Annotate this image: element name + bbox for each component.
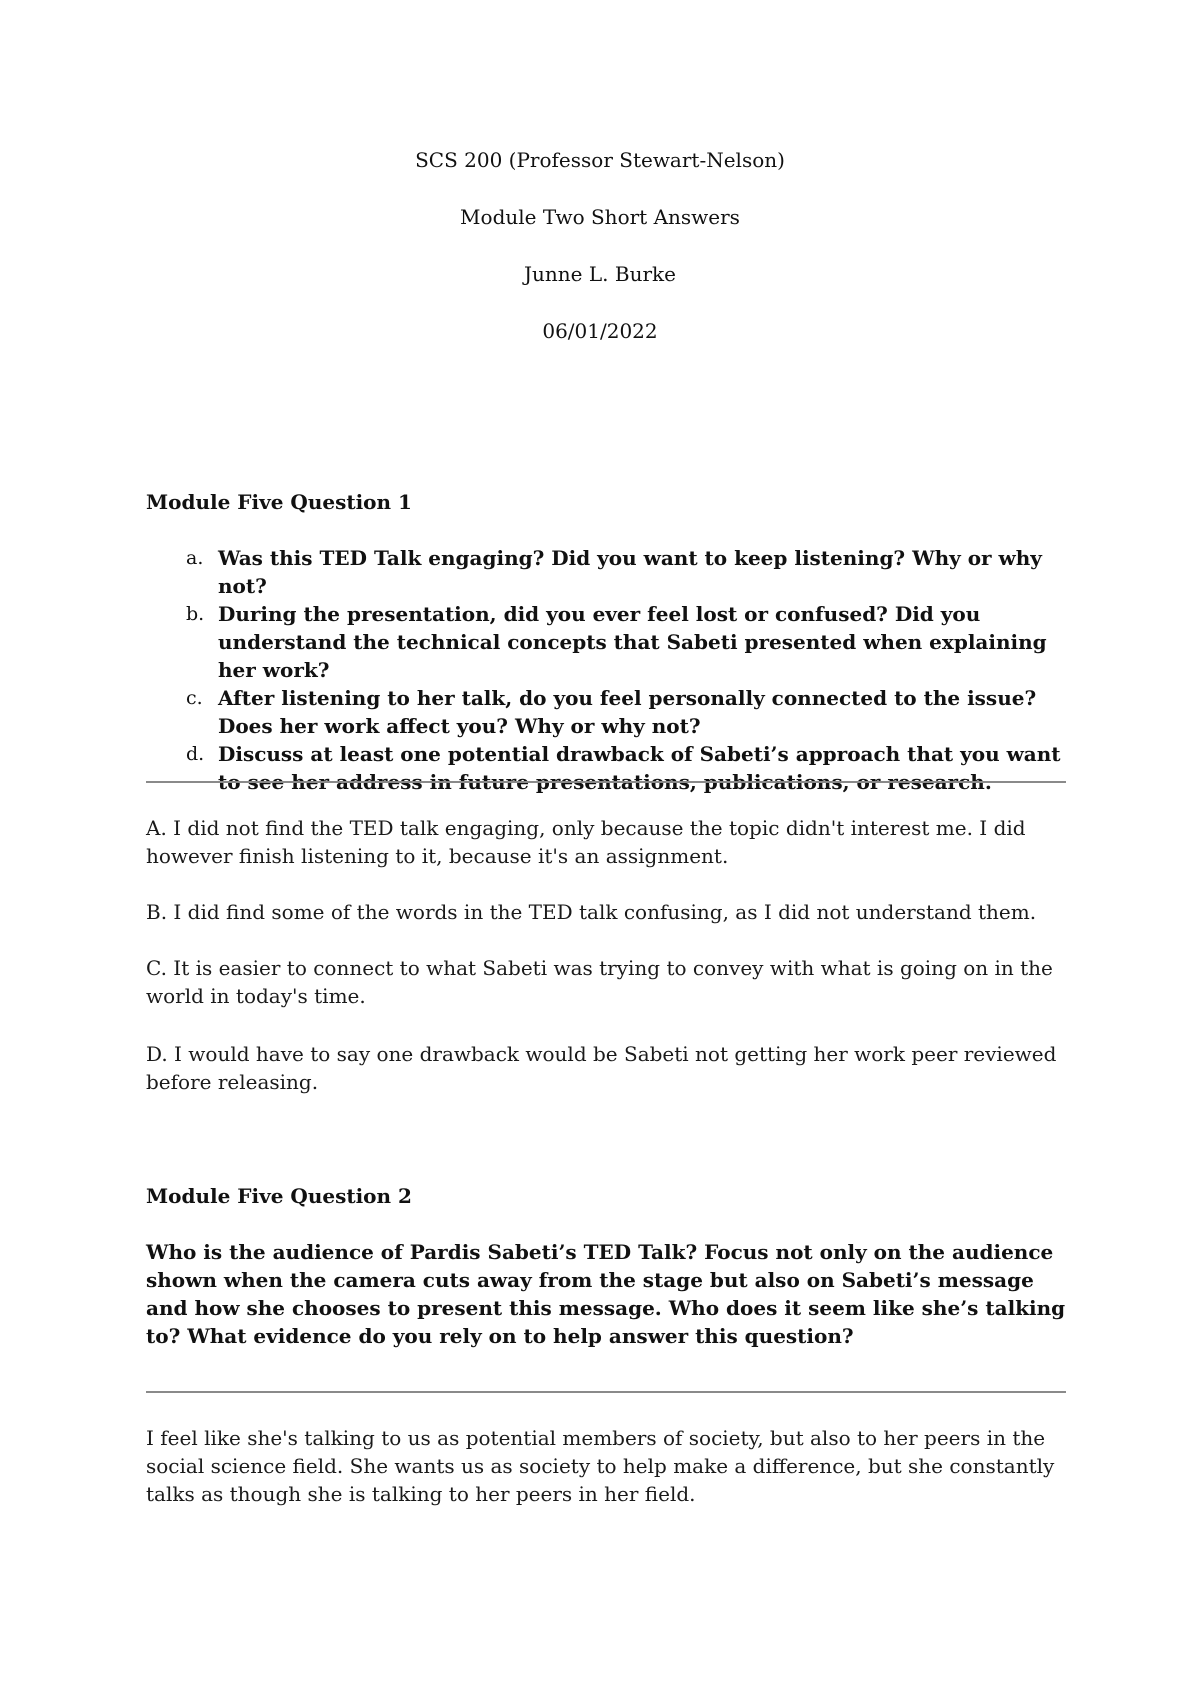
prompt-marker: c. <box>186 687 203 709</box>
prompt-marker: b. <box>186 603 205 625</box>
prompt-marker: a. <box>186 547 204 569</box>
author-name: Junne L. Burke <box>524 262 676 286</box>
prompt-marker: d. <box>186 743 205 765</box>
prompt-text: Was this TED Talk engaging? Did you want to keep listening? Why or why not? <box>218 546 1042 598</box>
answer-d: D. I would have to say one drawback would be Sabeti not getting her work peer reviewed before releasing. <box>146 1042 1057 1094</box>
answer-b: B. I did find some of the words in the TED talk confusing, as I did not understand them. <box>146 900 1037 924</box>
prompt-text: During the presentation, did you ever feel lost or confused? Did you understand the technical concepts that Sabeti presented when explaining her work? <box>218 602 1047 682</box>
divider <box>146 781 1066 783</box>
course-line: SCS 200 (Professor Stewart-Nelson) <box>415 148 785 172</box>
prompt-item <box>146 740 1066 796</box>
prompt-item <box>146 544 1066 600</box>
question-1-heading: Module Five Question 1 <box>146 490 412 514</box>
prompt-item <box>146 684 1066 740</box>
question-1-prompt-list <box>146 544 1066 796</box>
answer-a: A. I did not find the TED talk engaging, only because the topic didn't interest me. I did however finish listening to it, because it's an assignment. <box>146 816 1026 868</box>
document-date: 06/01/2022 <box>542 319 658 343</box>
question-2-heading: Module Five Question 2 <box>146 1184 412 1208</box>
answer-c: C. It is easier to connect to what Sabeti was trying to convey with what is going on in the world in today's time. <box>146 956 1053 1008</box>
document-title: Module Two Short Answers <box>460 205 740 229</box>
question-2-prompt: Who is the audience of Pardis Sabeti’s TED Talk? Focus not only on the audience shown when the camera cuts away from the stage but also on Sabeti’s message and how she chooses to present this message. Who does it seem like she’s talking to? What evidence do you rely on to help answer this question? <box>146 1240 1066 1348</box>
prompt-text: Discuss at least one potential drawback of Sabeti’s approach that you want to see her address in future presentations, publications, or research. <box>218 742 1061 794</box>
prompt-text: After listening to her talk, do you feel personally connected to the issue? Does her work affect you? Why or why not? <box>218 686 1037 738</box>
question-2-answer: I feel like she's talking to us as potential members of society, but also to her peers in the social science field. She wants us as society to help make a difference, but she constantly talks as though she is talking to her peers in her field. <box>146 1426 1055 1506</box>
prompt-item <box>146 600 1066 684</box>
divider <box>146 1391 1066 1393</box>
title-block <box>0 148 1200 376</box>
